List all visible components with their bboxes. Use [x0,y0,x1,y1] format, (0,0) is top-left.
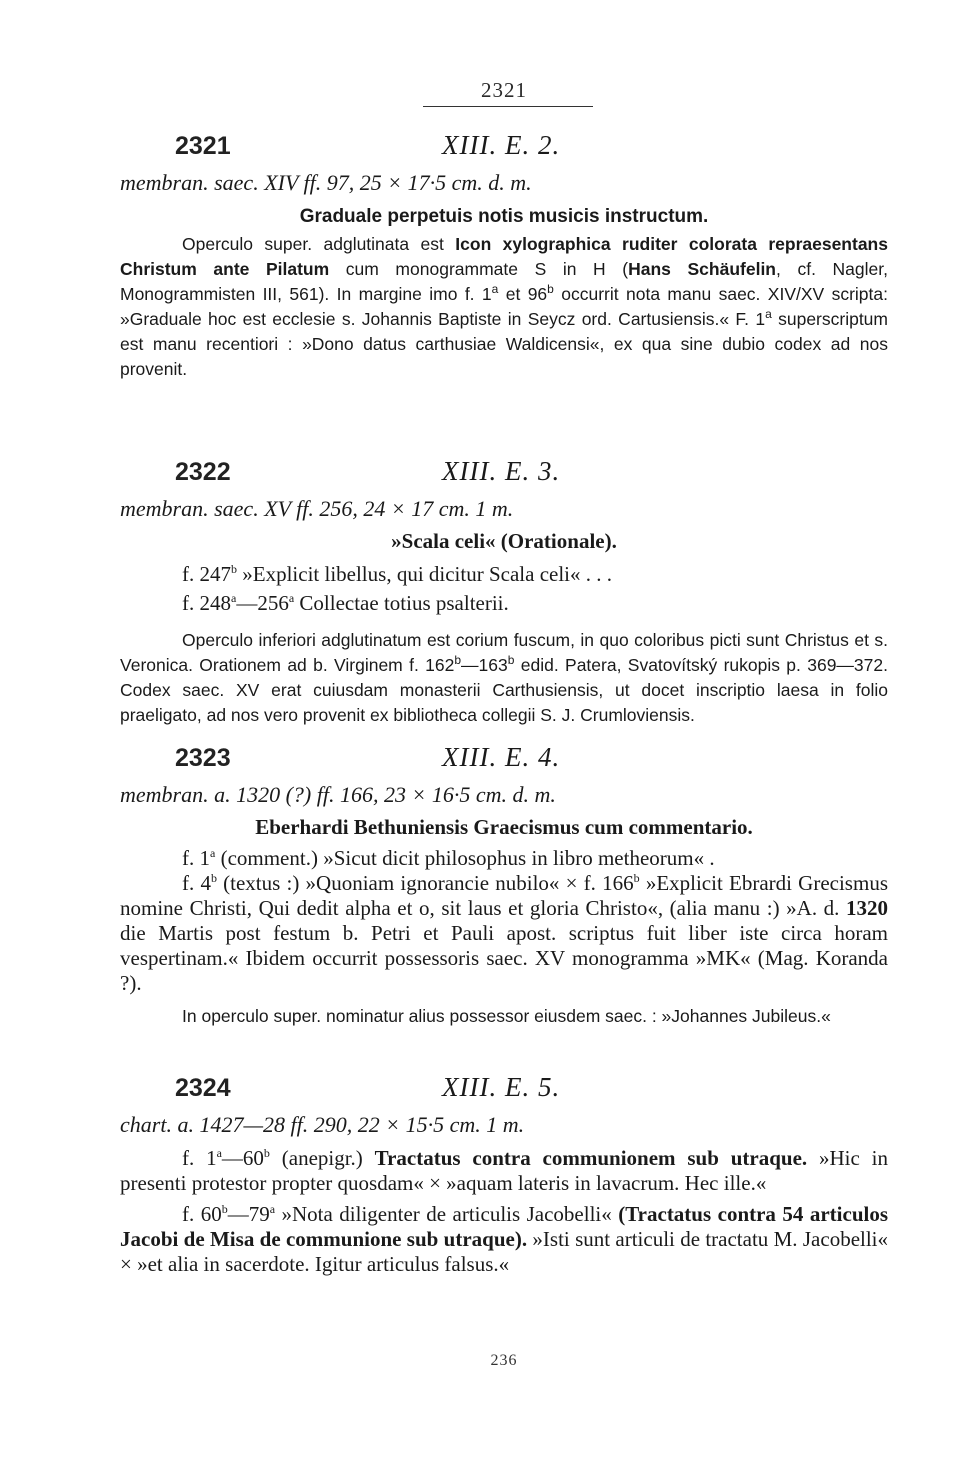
page-number: 236 [490,1352,518,1369]
shelfmark: XIII. E. 2. [442,130,561,160]
content-line: f. 248$^a$—256$^a$ Collectae totius psalterii. [182,591,509,615]
entry-meta: chart. a. 1427—28 ff. 290, 22 × 15·5 cm. 1 m. [120,1112,525,1137]
entry-title: Eberhardi Bethuniensis Graecismus cum commentario. [255,815,753,839]
entry-meta: membran. saec. XIV ff. 97, 25 × 17·5 cm. d. m. [120,170,532,195]
entry-description: f. 4$^b$ (textus :) »Quoniam ignorancie nubilo« × f. 166$^b$ »Explicit Ebrardi Grecismus nomine Christi, Qui dedit alpha et o, sit laus et gloria Christo«, (alia manu :) »A. d. 1320 die Martis post festum b. Petri et Pauli apost. scriptus fuit liber iste circa horam vespertinam.« Ibidem occurrit possessoris saec. XV monogramma »MK« (Mag. Koranda ?). [120,871,888,995]
entry-description-2: f. 60$^b$—79$^a$ »Nota diligenter de articulis Jacobelli« (Tractatus contra 54 articulos Jacobi de Misa de communione sub utraque). »Isti sunt articuli de tractatu M. Jacobelli« × »et alia in sacerdote. Igitur articulus falsus.« [120,1202,889,1276]
shelfmark: XIII. E. 3. [442,456,561,486]
incipit-line: f. 247$^b$ »Explicit libellus, qui dicitur Scala celi« . . . [182,562,613,586]
entry-description: Operculo inferiori adglutinatum est corium fuscum, in quo coloribus picti sunt Christus et s. Veronica. Orationem ad b. Virginem f. 162$^b$—163$^b$ edid. Patera, Svatovítský rukopis p. 369—372. Codex saec. XV erat cuiusdam monasterii Carthusiensis, ut docet inscriptio laesa in folio praeligato, ad nos vero provenit ex bibliotheca collegii S. J. Crumloviensis. [120,630,888,725]
running-head: 2321 [481,78,527,102]
shelfmark: XIII. E. 5. [442,1072,561,1102]
shelfmark: XIII. E. 4. [442,742,561,772]
entry-description: f. 1$^a$—60$^b$ (anepigr.) Tractatus contra communionem sub utraque. »Hic in presenti protestor propter quosdam« × »aquam lateris in lavacrum. Hec ille.« [120,1146,888,1195]
head-rule [423,106,593,107]
entry-meta: membran. saec. XV ff. 256, 24 × 17 cm. 1 m. [120,496,514,521]
entry-note: In operculo super. nominatur alius possessor eiusdem saec. : »Johannes Jubileus.« [182,1006,831,1026]
incipit-line: f. 1$^a$ (comment.) »Sicut dicit philosophus in libro metheorum« . [182,846,715,870]
entry-2324 [120,1074,888,1277]
entry-number: 2324 [175,1074,231,1102]
entry-meta: membran. a. 1320 (?) ff. 166, 23 × 16·5 cm. d. m. [120,782,556,807]
entry-number: 2321 [175,132,231,160]
entry-description: Operculo super. adglutinata est Icon xylographica ruditer colorata repraesentans Christum ante Pilatum cum monogrammate S in H (Hans Schäufelin, cf. Nagler, Monogrammisten III, 561). In margine imo f. 1$^a$ et 96$^b$ occurrit nota manu saec. XIV/XV scripta: »Graduale hoc est ecclesie s. Johannis Baptiste in Seycz ord. Cartusiensis.« F. 1$^a$ superscriptum est manu recentiori : »Dono datus carthusiae Waldicensi«, ex qua sine dubio codex ad nos provenit. [120,234,888,379]
entry-title: »Scala celi« (Orationale). [391,529,617,553]
entry-2321 [120,132,888,382]
entry-2322 [120,458,888,728]
catalog-page [120,0,888,1469]
entry-number: 2322 [175,458,231,486]
entry-title: Graduale perpetuis notis musicis instructum. [299,206,709,227]
entry-number: 2323 [175,744,231,772]
entry-2323 [120,744,888,1029]
